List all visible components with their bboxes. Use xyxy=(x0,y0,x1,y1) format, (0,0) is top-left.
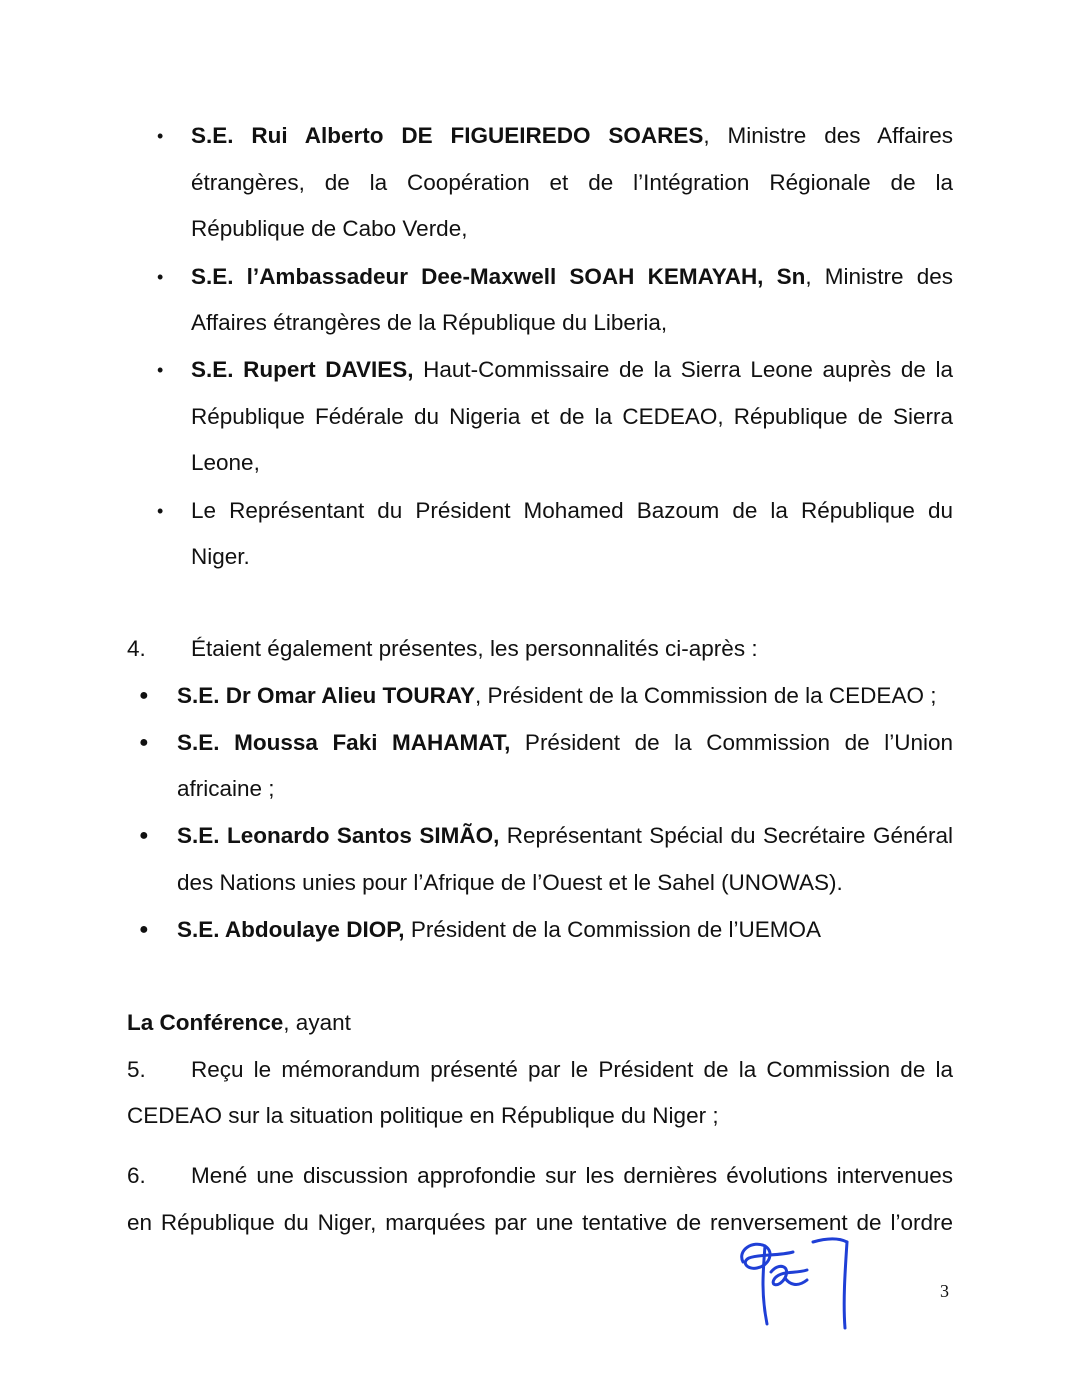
attendee-b1-line1: S.E. Dr Omar Alieu TOURAY, Président de la Commission de la CEDEAO ; xyxy=(177,683,937,708)
bullet-icon: • xyxy=(157,360,164,380)
paragraph-number: 5. xyxy=(127,1057,146,1082)
attendee-a3-line3: Leone, xyxy=(191,450,260,475)
attendee-b4-name: S.E. Abdoulaye DIOP, xyxy=(177,917,405,942)
paragraph-6-line2: en République du Niger, marquées par une tentative de renversement de l’ordre xyxy=(127,1210,953,1235)
attendee-a1-line1: S.E. Rui Alberto DE FIGUEIREDO SOARES, Ministre des Affaires xyxy=(191,123,953,148)
bullet-icon: • xyxy=(157,126,164,146)
paragraph-5-line2: CEDEAO sur la situation politique en République du Niger ; xyxy=(127,1103,719,1128)
attendee-a1-line3: République de Cabo Verde, xyxy=(191,216,468,241)
attendee-a3-line1: S.E. Rupert DAVIES, Haut-Commissaire de la Sierra Leone auprès de la xyxy=(191,357,953,382)
attendee-a1-name: S.E. Rui Alberto DE FIGUEIREDO SOARES xyxy=(191,123,704,148)
attendee-a3-name: S.E. Rupert DAVIES, xyxy=(191,357,414,382)
paragraph-4-text: Étaient également présentes, les personnalités ci-après : xyxy=(191,636,758,661)
attendee-a4-line1: Le Représentant du Président Mohamed Bazoum de la République du xyxy=(191,498,953,523)
bullet-icon: ● xyxy=(139,827,149,844)
bullet-icon: ● xyxy=(139,687,149,704)
attendee-b2-line1: S.E. Moussa Faki MAHAMAT, Président de la Commission de l’Union xyxy=(177,730,953,755)
attendee-a2-line2: Affaires étrangères de la République du Liberia, xyxy=(191,310,668,335)
attendee-b3-line2: des Nations unies pour l’Afrique de l’Ouest et le Sahel (UNOWAS). xyxy=(177,870,843,895)
bullet-icon: ● xyxy=(139,734,149,751)
paragraph-number: 4. xyxy=(127,636,146,661)
bullet-icon: • xyxy=(157,267,164,287)
bullet-icon: • xyxy=(157,501,164,521)
attendee-a2-name: S.E. l’Ambassadeur Dee-Maxwell SOAH KEMAYAH, Sn xyxy=(191,264,806,289)
paragraph-6-line1: Mené une discussion approfondie sur les dernières évolutions intervenues xyxy=(191,1163,953,1188)
attendee-a4-line2: Niger. xyxy=(191,544,250,569)
attendee-a3-line2: République Fédérale du Nigeria et de la CEDEAO, République de Sierra xyxy=(191,404,953,429)
attendee-b2-name: S.E. Moussa Faki MAHAMAT, xyxy=(177,730,511,755)
paragraph-number: 6. xyxy=(127,1163,146,1188)
attendee-b3-name: S.E. Leonardo Santos SIMÃO, xyxy=(177,823,500,848)
attendee-b4-line1: S.E. Abdoulaye DIOP, Président de la Commission de l’UEMOA xyxy=(177,917,821,942)
paragraph-5-line1: Reçu le mémorandum présenté par le Président de la Commission de la xyxy=(191,1057,953,1082)
attendee-b3-line1: S.E. Leonardo Santos SIMÃO, Représentant Spécial du Secrétaire Général xyxy=(177,823,954,848)
signature-icon xyxy=(735,1232,855,1332)
page-number: 3 xyxy=(940,1281,949,1301)
attendee-b1-name: S.E. Dr Omar Alieu TOURAY xyxy=(177,683,476,708)
attendee-b2-line2: africaine ; xyxy=(177,776,275,801)
bullet-icon: ● xyxy=(139,921,149,938)
conference-heading: La Conférence, ayant xyxy=(127,1010,351,1035)
attendee-a2-line1: S.E. l’Ambassadeur Dee-Maxwell SOAH KEMAYAH, Sn, Ministre des xyxy=(191,264,953,289)
attendee-a1-line2: étrangères, de la Coopération et de l’Intégration Régionale de la xyxy=(191,170,953,195)
